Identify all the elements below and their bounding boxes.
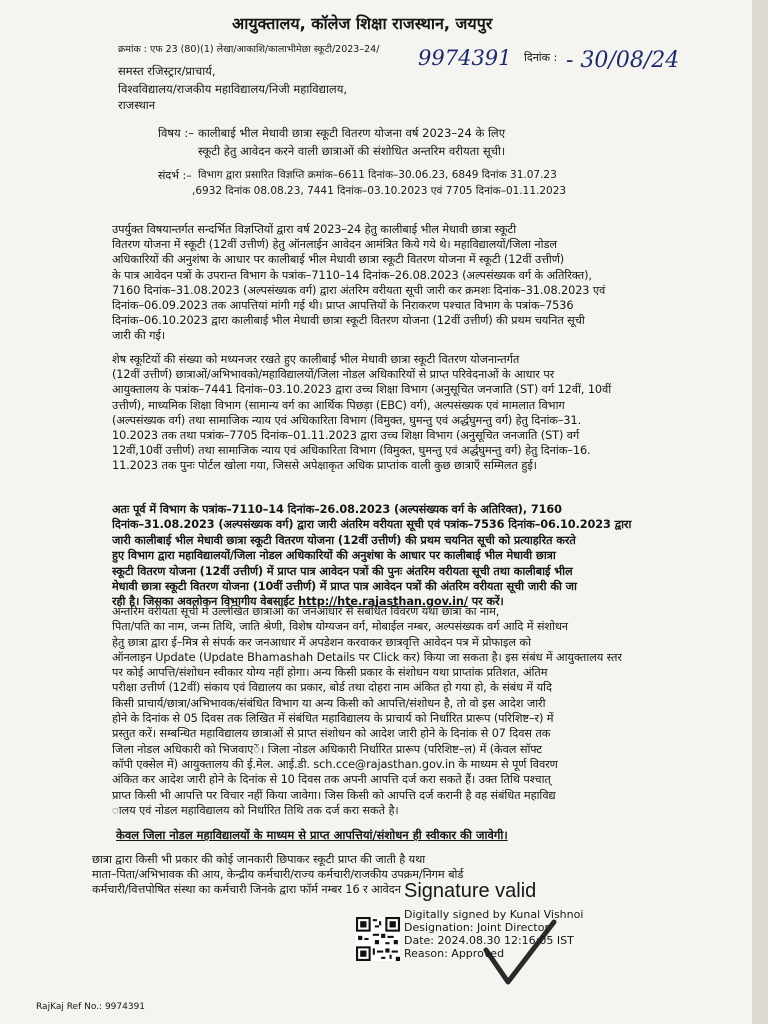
sign-date: Date: 2024.08.30 12:16:05 IST: [404, 934, 574, 947]
qr-code: [356, 917, 400, 961]
office-title: आयुक्तालय, कॉलेज शिक्षा राजस्थान, जयपुर: [232, 14, 493, 33]
addressee-2: विश्वविद्यालय/राजकीय महाविद्यालय/निजी महाविद्यालय,: [118, 82, 348, 96]
rajkaj-ref: RajKaj Ref No.: 9974391: [36, 1002, 146, 1012]
signed-by: Digitally signed by Kunal Vishnoi: [404, 908, 584, 921]
addressee-3: राजस्थान: [118, 98, 156, 112]
reference-line-1: विभाग द्वारा प्रसारित विज्ञप्ति क्रमांक–6611 दिनांक–30.06.23, 6849 दिनांक 31.07.23: [198, 169, 557, 181]
paragraph-4: अन्तरिम वरीयता सूची में उल्लेखित छात्राओं का जनआधार से संबंधित विवरण यथा छात्रा का नाम, पिता/पति का नाम, जन्म तिथि, जाति श्रेणी, विशेष योग्यजन वर्ग, मोबाईल नम्बर, अल्पसंख्यक वर्ग आदि में संशोधन हेतु छात्रा द्वारा ई–मित्र से संपर्क कर जनआधार में अपडेशन करवाकर छात्रवृत्ति आवेदन पत्र में प्रोफाइल को ऑनलाइन Update (Update Bhamashah Details पर Click कर) किया जा सकता है। इस संबंध में आयुक्तालय स्तर पर कोई आपत्ति/संशोधन स्वीकार योग्य नहीं होगा। अन्य किसी प्रकार के संशोधन यथा प्राप्तांक प्रतिशत, अंतिम परीक्षा उत्तीर्ण (12वीं) संकाय एवं विद्यालय का प्रकार, बोर्ड तथा दोहरा नाम अंकित हो गया हो, के संबंध में यदि किसी प्राचार्य/छात्रा/अभिभावक/संबंधित विभाग या अन्य किसी को आपत्ति/संशोधन है, तो वो इस आदेश जारी होने के दिनांक से 05 दिवस तक लिखित में संबंधित महाविद्यालय के प्राचार्य को निर्धारित प्रारूप (परिशिष्ट–र) में प्रस्तुत करें। सम्बन्धित महाविद्यालय छात्राओं से प्राप्त संशोधन को आदेश जारी होने के दिनांक से 07 दिवस तक जिला नोडल अधिकारी को भिजवाएें। जिला नोडल अधिकारी निर्धारित प्रारूप (परिशिष्ट–ल) में (केवल सॉफ्ट कॉपी एक्सेल में) आयुक्तालय की ई.मेल. आई.डी. sch.cce@rajasthan.gov.in के माध्यम से पूर्ण विवरण अंकित कर आदेश जारी होने के दिनांक से 10 दिवस तक अपनी आपत्ति दर्ज करा सकते हैं। उक्त तिथि पश्चात् प्राप्त किसी भी आपत्ति पर विचार नहीं किया जावेगा। जिस किसी को आपत्ति दर्ज करानी है वह संबंधित महाविद्य ालय एवं नोडल महाविद्यालय को निर्धारित तिथि तक दर्ज करा सकते है।: [112, 605, 622, 817]
signature-valid-label: Signature valid: [404, 880, 537, 902]
reference-label: संदर्भ :–: [158, 169, 192, 182]
paragraph-1: उपर्युक्त विषयान्तर्गत सन्दर्भित विज्ञप्तियों द्वारा वर्ष 2023–24 हेतु कालीबाई भील मेधावी छात्रा स्कूटी वितरण योजना में स्कूटी (12वीं उत्तीर्ण) हेतु ऑनलाईन आवेदन आमंत्रित किये गये थे। महाविद्यालयों/जिला नोडल अधिकारियों की अनुशंषा के आधार पर कालीबाई भील मेधावी छात्रा स्कूटी वितरण योजना में स्कूटी (12वीं उत्तीर्ण) के पात्र आवेदन पत्रों के उपरान्त विभाग के पत्रांक–7110–14 दिनांक–26.08.2023 (अल्पसंख्यक वर्ग के अतिरिक्त), 7160 दिनांक–31.08.2023 (अल्पसंख्यक वर्ग) द्वारा अंतरिम वरीयता सूची जारी कर क्रमशः दिनांक–31.08.2023 एवं दिनांक–06.09.2023 तक आपत्तियां मांगी गई थी। प्राप्त आपत्तियों के निराकरण पश्चात विभाग के पत्रांक–7536 दिनांक–06.10.2023 द्वारा कालीबाई भील मेधावी छात्रा स्कूटी वितरण योजना (12वीं उत्तीर्ण) की प्रथम चयनित सूची जारी की गई।: [112, 223, 606, 343]
subject-line-2: स्कूटी हेतु आवेदन करने वाली छात्राओं की संशोधित अन्तरिम वरीयता सूची।: [198, 144, 506, 158]
nodal-notice: केवल जिला नोडल महाविद्यालयों के माध्यम से प्राप्त आपत्तियां/संशोधन ही स्वीकार की जावेगी।: [116, 828, 508, 842]
designation: Designation: Joint Director: [404, 921, 549, 934]
page-edge: [752, 0, 768, 1024]
subject-line-1: कालीबाई भील मेधावी छात्रा स्कूटी वितरण योजना वर्ष 2023–24 के लिए: [198, 126, 506, 140]
subject-label: विषय :–: [158, 126, 194, 140]
paragraph-2: शेष स्कूटियों की संख्या को मध्यनजर रखते हुए कालीबाई भील मेधावी छात्रा स्कूटी वितरण योजनान्तर्गत (12वीं उत्तीर्ण) छात्राओं/अभिभावको/महाविद्यालयों/जिला नोडल अधिकारियों से प्राप्त परिवेदनाओं के आधार पर आयुक्तालय के पत्रांक–7441 दिनांक–03.10.2023 द्वारा उच्च शिक्षा विभाग (अनुसूचित जनजाति (ST) वर्ग 12वीं, 10वीं उत्तीर्ण), माध्यमिक शिक्षा विभाग (सामान्य वर्ग का आर्थिक पिछड़ा (EBC) वर्ग), अल्पसंख्यक एवं मामलात विभाग (अल्पसंख्यक वर्ग) तथा सामाजिक न्याय एवं अधिकारिता विभाग (विमुक्त, घुमन्तु एवं अर्द्धघुमन्तु वर्ग) हेतु दिनांक–31. 10.2023 तक तथा पत्रांक–7705 दिनांक–01.11.2023 द्वारा उच्च शिक्षा विभाग (अनुसूचित जनजाति (ST) वर्ग 12वीं,10वीं उत्तीर्ण) तथा सामाजिक न्याय एवं अधिकारिता विभाग (विमुक्त, घुमन्तु एवं अर्द्धघुमन्तु वर्ग) हेतु दिनांक–16. 11.2023 तक पुनः पोर्टल खोला गया, जिससे अपेक्षाकृत अधिक प्राप्तांक वाली कुछ छात्राएँ सम्मिलत हुई।: [112, 353, 612, 473]
handwritten-number: 9974391: [418, 46, 512, 70]
website-line: रही है। जिसका अवलोकन विभागीय वेबसाईट http://hte.rajasthan.gov.in/ पर करें।: [112, 595, 504, 609]
paragraph-3: अतः पूर्व में विभाग के पत्रांक–7110–14 दिनांक–26.08.2023 (अल्पसंख्यक वर्ग के अतिरिक्त), 7160 दिनांक–31.08.2023 (अल्पसंख्यक वर्ग) द्वारा जारी अंतरिम वरीयता सूची एवं पत्रांक–7536 दिनांक–06.10.2023 द्वारा जारी कालीबाई भील मेधावी छात्रा स्कूटी वितरण योजना (12वीं उत्तीर्ण) की प्रथम चयनित सूची को प्रत्याहरित करते हुए विभाग द्वारा महाविद्यालयों/जिला नोडल अधिकारियों की अनुशंषा के आधार पर कालीबाई भील मेधावी छात्रा स्कूटी वितरण योजना (12वीं उत्तीर्ण) में प्राप्त पात्र आवेदन पत्रों की पुनः अंतरिम वरीयता सूची तथा कालीबाई भील मेधावी छात्रा स्कूटी वितरण योजना (10वीं उत्तीर्ण) में प्राप्त पात्र आवेदन पत्रों की अंतरिम वरीयता सूची जारी की जा रही है। जिसका अवलोकन विभागीय वेबसाईट http://hte.rajasthan.gov.in/ पर करें।: [112, 502, 642, 610]
reference-number: क्रमांक : एफ 23 (80)(1) लेखा/आकाशि/कालाभीमेछा स्कूटी/2023–24/: [118, 44, 380, 55]
website-link[interactable]: http://hte.rajasthan.gov.in/: [298, 595, 468, 609]
sign-reason: Reason: Approved: [404, 947, 505, 960]
handwritten-date: - 30/08/24: [566, 48, 680, 73]
addressee-1: समस्त रजिस्ट्रार/प्राचार्य,: [118, 64, 216, 78]
reference-line-2: ,6932 दिनांक 08.08.23, 7441 दिनांक–03.10.2023 एवं 7705 दिनांक–01.11.2023: [192, 185, 567, 197]
paragraph-5: छात्रा द्वारा किसी भी प्रकार की कोई जानकारी छिपाकर स्कूटी प्राप्त की जाती है यथा माता–पिता/अभिभावक की आय, केन्द्रीय कर्मचारी/राज्य कर्मचारी/राजकीय उपक्रम/निगम बोर्ड कर्मचारी/वित्तपोषित संस्था का कर्मचारी जिनके द्वारा फॉर्म नम्बर 16 र आवेदन: [92, 853, 464, 897]
date-label: दिनांक :: [524, 51, 558, 64]
